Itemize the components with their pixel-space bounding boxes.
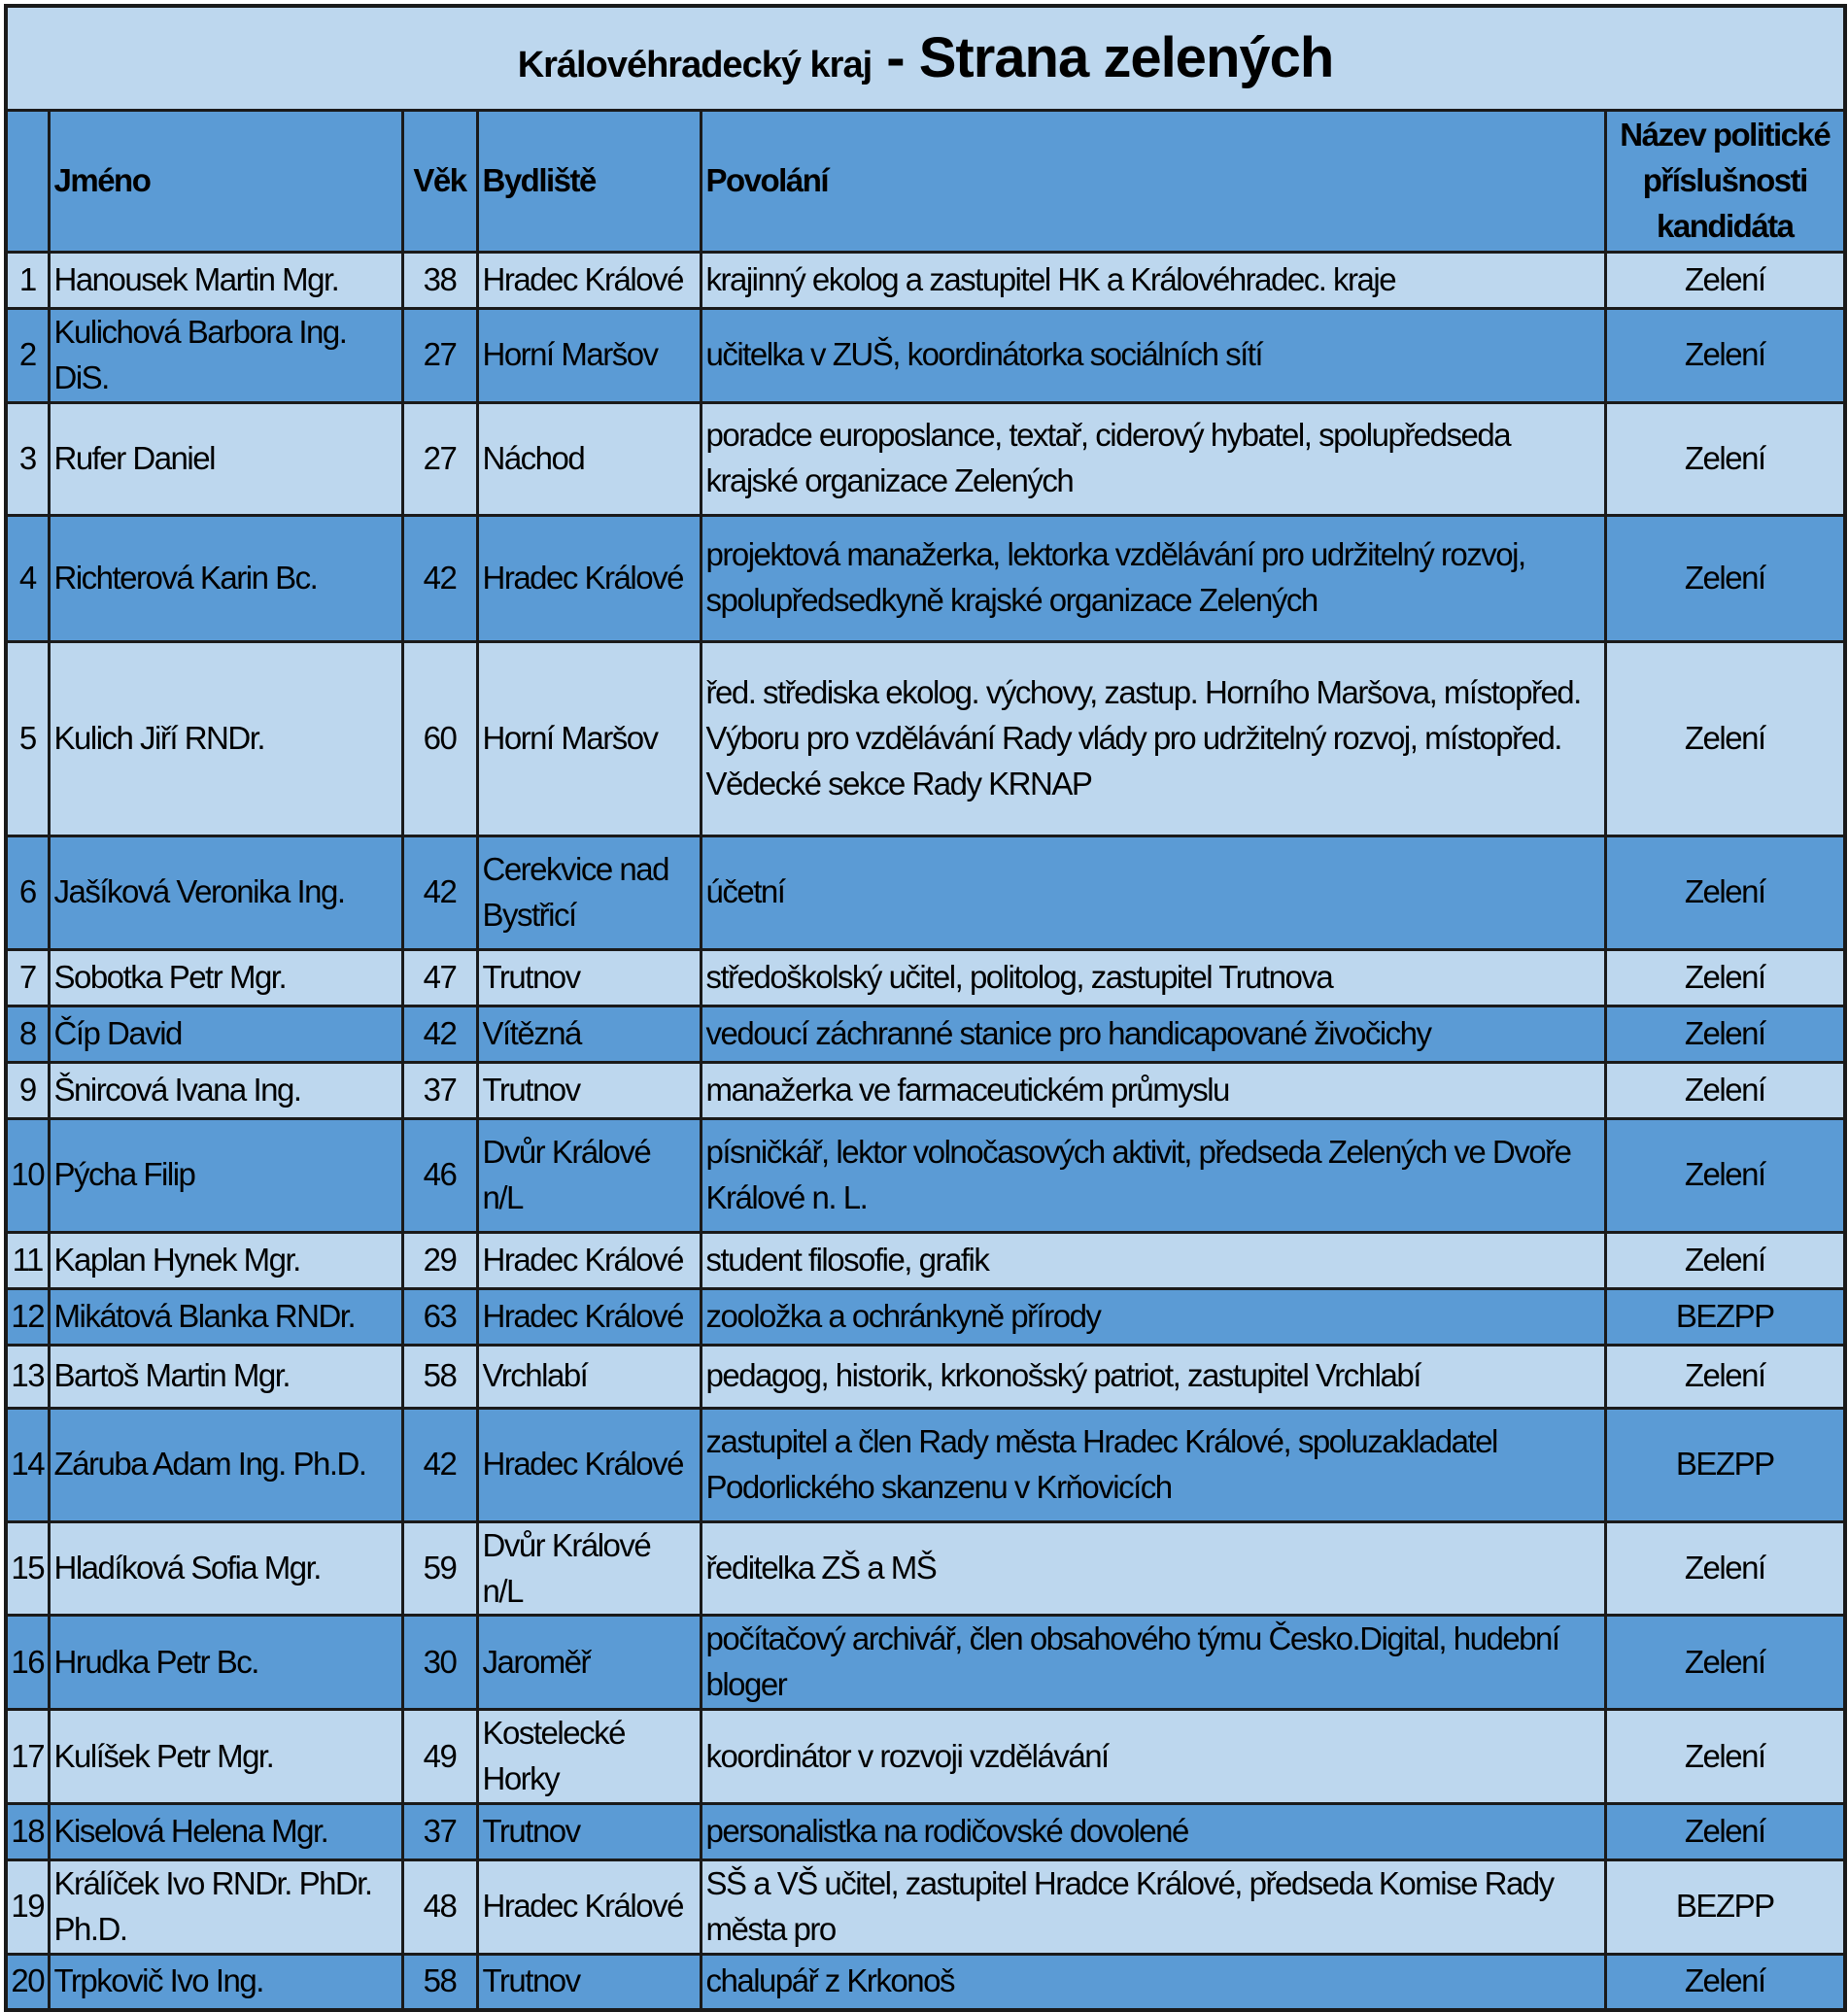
cell-name: Záruba Adam Ing. Ph.D.	[49, 1408, 402, 1521]
cell-occupation: středoškolský učitel, politolog, zastupitel Trutnova	[701, 949, 1605, 1006]
cell-name: Jašíková Veronika Ing.	[49, 835, 402, 949]
table-row	[6, 1710, 1845, 1804]
table-row	[6, 402, 1845, 515]
cell-age: 42	[402, 1006, 477, 1062]
cell-residence: Vrchlabí	[477, 1345, 701, 1408]
cell-name: Kulichová Barbora Ing. DiS.	[49, 309, 402, 403]
table-row	[6, 1006, 1845, 1062]
table-row	[6, 1345, 1845, 1408]
cell-residence: Trutnov	[477, 1954, 701, 2010]
cell-affiliation: Zelení	[1605, 515, 1845, 641]
cell-occupation: SŠ a VŠ učitel, zastupitel Hradce Králové, předseda Komise Rady města pro	[701, 1859, 1605, 1954]
cell-affiliation: Zelení	[1605, 1345, 1845, 1408]
cell-residence: Hradec Králové	[477, 1288, 701, 1345]
cell-name: Kaplan Hynek Mgr.	[49, 1232, 402, 1288]
cell-name: Hladíková Sofia Mgr.	[49, 1521, 402, 1616]
cell-occupation: chalupář z Krkonoš	[701, 1954, 1605, 2010]
cell-name: Rufer Daniel	[49, 402, 402, 515]
cell-occupation: ředitelka ZŠ a MŠ	[701, 1521, 1605, 1616]
header-age: Věk	[402, 111, 477, 253]
table-row	[6, 515, 1845, 641]
cell-residence: Dvůr Králové n/L	[477, 1118, 701, 1232]
table-row	[6, 1118, 1845, 1232]
cell-age: 46	[402, 1118, 477, 1232]
cell-residence: Hradec Králové	[477, 1408, 701, 1521]
table-row	[6, 309, 1845, 403]
cell-residence: Dvůr Králové n/L	[477, 1521, 701, 1616]
cell-affiliation: Zelení	[1605, 1803, 1845, 1859]
cell-affiliation: Zelení	[1605, 253, 1845, 309]
cell-age: 38	[402, 253, 477, 309]
cell-age: 63	[402, 1288, 477, 1345]
table-row	[6, 1062, 1845, 1118]
cell-residence: Hradec Králové	[477, 1859, 701, 1954]
cell-affiliation: Zelení	[1605, 402, 1845, 515]
cell-age: 27	[402, 402, 477, 515]
header-occupation: Povolání	[701, 111, 1605, 253]
cell-number: 9	[6, 1062, 49, 1118]
cell-affiliation: Zelení	[1605, 1954, 1845, 2010]
cell-number: 14	[6, 1408, 49, 1521]
header-affiliation: Název politické příslušnosti kandidáta	[1605, 111, 1845, 253]
cell-age: 48	[402, 1859, 477, 1954]
table-row	[6, 641, 1845, 835]
cell-affiliation: Zelení	[1605, 1521, 1845, 1616]
cell-number: 18	[6, 1803, 49, 1859]
cell-name: Hrudka Petr Bc.	[49, 1616, 402, 1710]
table-row	[6, 1954, 1845, 2010]
cell-affiliation: Zelení	[1605, 1118, 1845, 1232]
cell-affiliation: Zelení	[1605, 1616, 1845, 1710]
candidate-table	[4, 4, 1847, 2012]
header-residence: Bydliště	[477, 111, 701, 253]
cell-name: Sobotka Petr Mgr.	[49, 949, 402, 1006]
cell-occupation: krajinný ekolog a zastupitel HK a Královéhradec. kraje	[701, 253, 1605, 309]
table-row	[6, 1859, 1845, 1954]
cell-occupation: zastupitel a člen Rady města Hradec Králové, spoluzakladatel Podorlického skanzenu v Krňovicích	[701, 1408, 1605, 1521]
cell-occupation: učitelka v ZUŠ, koordinátorka sociálních sítí	[701, 309, 1605, 403]
cell-age: 37	[402, 1803, 477, 1859]
cell-occupation: pedagog, historik, krkonošský patriot, zastupitel Vrchlabí	[701, 1345, 1605, 1408]
cell-affiliation: Zelení	[1605, 949, 1845, 1006]
cell-name: Hanousek Martin Mgr.	[49, 253, 402, 309]
cell-number: 17	[6, 1710, 49, 1804]
cell-number: 6	[6, 835, 49, 949]
cell-number: 10	[6, 1118, 49, 1232]
cell-affiliation: BEZPP	[1605, 1288, 1845, 1345]
cell-name: Richterová Karin Bc.	[49, 515, 402, 641]
cell-age: 59	[402, 1521, 477, 1616]
cell-age: 58	[402, 1954, 477, 2010]
title-row	[6, 6, 1845, 111]
header-name: Jméno	[49, 111, 402, 253]
cell-residence: Náchod	[477, 402, 701, 515]
cell-affiliation: BEZPP	[1605, 1408, 1845, 1521]
table-row	[6, 1803, 1845, 1859]
cell-age: 27	[402, 309, 477, 403]
cell-affiliation: BEZPP	[1605, 1859, 1845, 1954]
cell-number: 15	[6, 1521, 49, 1616]
cell-name: Trpkovič Ivo Ing.	[49, 1954, 402, 2010]
table-row	[6, 949, 1845, 1006]
title-separator: -	[872, 25, 919, 89]
table-row	[6, 1232, 1845, 1288]
cell-occupation: zooložka a ochránkyně přírody	[701, 1288, 1605, 1345]
cell-residence: Vítězná	[477, 1006, 701, 1062]
cell-residence: Cerekvice nad Bystřicí	[477, 835, 701, 949]
cell-residence: Horní Maršov	[477, 641, 701, 835]
cell-name: Mikátová Blanka RNDr.	[49, 1288, 402, 1345]
cell-name: Králíček Ivo RNDr. PhDr. Ph.D.	[49, 1859, 402, 1954]
table-row	[6, 835, 1845, 949]
cell-occupation: personalistka na rodičovské dovolené	[701, 1803, 1605, 1859]
cell-residence: Jaroměř	[477, 1616, 701, 1710]
table-row	[6, 253, 1845, 309]
table-row	[6, 1616, 1845, 1710]
cell-occupation: student filosofie, grafik	[701, 1232, 1605, 1288]
cell-occupation: počítačový archivář, člen obsahového týmu Česko.Digital, hudební bloger	[701, 1616, 1605, 1710]
cell-occupation: vedoucí záchranné stanice pro handicapované živočichy	[701, 1006, 1605, 1062]
title-region: Královéhradecký kraj	[517, 44, 873, 85]
cell-number: 11	[6, 1232, 49, 1288]
cell-number: 12	[6, 1288, 49, 1345]
cell-affiliation: Zelení	[1605, 1006, 1845, 1062]
cell-name: Bartoš Martin Mgr.	[49, 1345, 402, 1408]
cell-residence: Hradec Králové	[477, 1232, 701, 1288]
table-row	[6, 1408, 1845, 1521]
cell-occupation: řed. střediska ekolog. výchovy, zastup. Horního Maršova, místopřed. Výboru pro vzdělávání Rady vlády pro udržitelný rozvoj, místopřed. Vědecké sekce Rady KRNAP	[701, 641, 1605, 835]
header-num	[6, 111, 49, 253]
cell-affiliation: Zelení	[1605, 1062, 1845, 1118]
cell-occupation: projektová manažerka, lektorka vzdělávání pro udržitelný rozvoj, spolupředsedkyně krajské organizace Zelených	[701, 515, 1605, 641]
cell-number: 2	[6, 309, 49, 403]
cell-number: 3	[6, 402, 49, 515]
cell-age: 37	[402, 1062, 477, 1118]
cell-occupation: účetní	[701, 835, 1605, 949]
cell-age: 30	[402, 1616, 477, 1710]
cell-age: 42	[402, 1408, 477, 1521]
cell-affiliation: Zelení	[1605, 1232, 1845, 1288]
header-row	[6, 111, 1845, 253]
cell-name: Kiselová Helena Mgr.	[49, 1803, 402, 1859]
cell-name: Kulich Jiří RNDr.	[49, 641, 402, 835]
cell-age: 42	[402, 835, 477, 949]
cell-affiliation: Zelení	[1605, 309, 1845, 403]
cell-number: 7	[6, 949, 49, 1006]
cell-occupation: písničkář, lektor volnočasových aktivit, předseda Zelených ve Dvoře Králové n. L.	[701, 1118, 1605, 1232]
cell-number: 1	[6, 253, 49, 309]
cell-affiliation: Zelení	[1605, 1710, 1845, 1804]
cell-number: 8	[6, 1006, 49, 1062]
cell-occupation: koordinátor v rozvoji vzdělávání	[701, 1710, 1605, 1804]
cell-affiliation: Zelení	[1605, 641, 1845, 835]
cell-name: Šnircová Ivana Ing.	[49, 1062, 402, 1118]
cell-residence: Trutnov	[477, 1803, 701, 1859]
cell-number: 20	[6, 1954, 49, 2010]
cell-age: 49	[402, 1710, 477, 1804]
cell-name: Číp David	[49, 1006, 402, 1062]
table-row	[6, 1521, 1845, 1616]
table-body	[6, 253, 1845, 2011]
cell-residence: Hradec Králové	[477, 515, 701, 641]
cell-residence: Trutnov	[477, 949, 701, 1006]
cell-age: 47	[402, 949, 477, 1006]
cell-occupation: poradce europoslance, textař, ciderový hybatel, spolupředseda krajské organizace Zelených	[701, 402, 1605, 515]
cell-name: Pýcha Filip	[49, 1118, 402, 1232]
cell-age: 60	[402, 641, 477, 835]
cell-number: 4	[6, 515, 49, 641]
cell-residence: Horní Maršov	[477, 309, 701, 403]
cell-age: 58	[402, 1345, 477, 1408]
cell-age: 29	[402, 1232, 477, 1288]
table-row	[6, 1288, 1845, 1345]
title-party: Strana zelených	[918, 25, 1334, 89]
cell-number: 16	[6, 1616, 49, 1710]
sheet-title	[6, 6, 1845, 111]
cell-name: Kulíšek Petr Mgr.	[49, 1710, 402, 1804]
cell-number: 5	[6, 641, 49, 835]
cell-occupation: manažerka ve farmaceutickém průmyslu	[701, 1062, 1605, 1118]
cell-affiliation: Zelení	[1605, 835, 1845, 949]
cell-number: 13	[6, 1345, 49, 1408]
cell-number: 19	[6, 1859, 49, 1954]
cell-residence: Trutnov	[477, 1062, 701, 1118]
cell-age: 42	[402, 515, 477, 641]
cell-residence: Hradec Králové	[477, 253, 701, 309]
cell-residence: Kostelecké Horky	[477, 1710, 701, 1804]
